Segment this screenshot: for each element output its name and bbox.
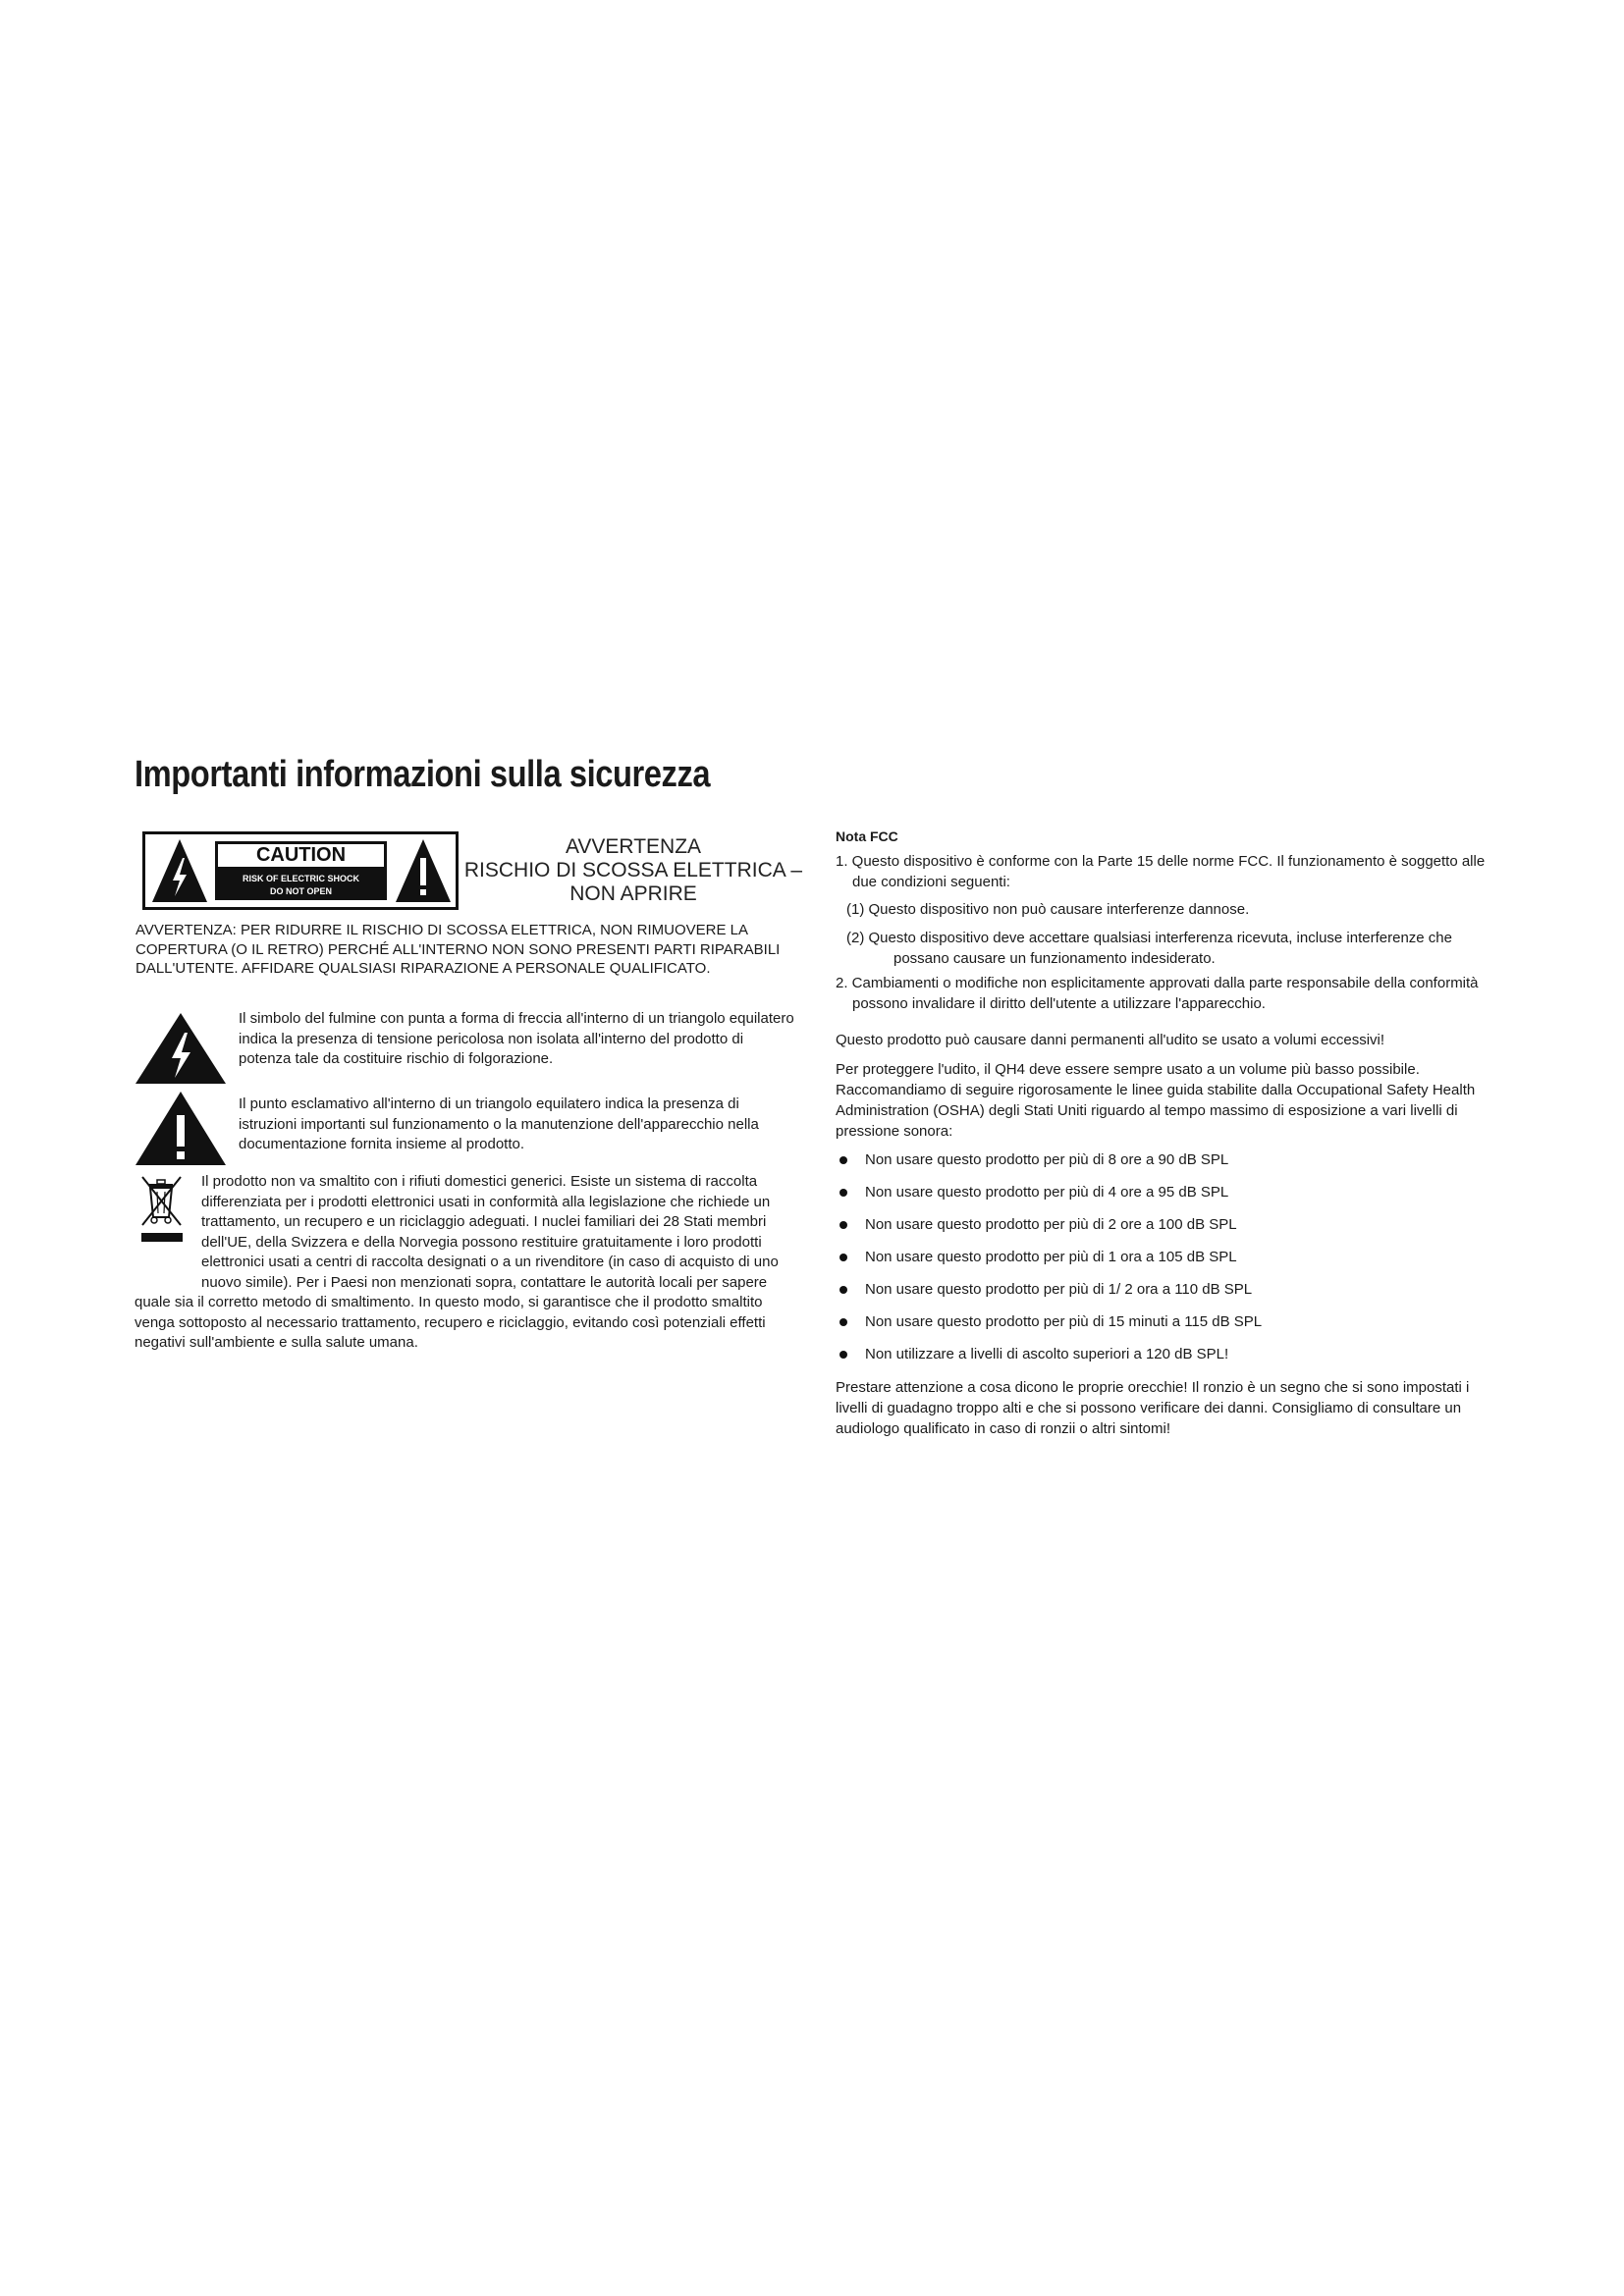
lightning-triangle-icon [135,1011,228,1086]
caution-plate [215,841,387,900]
fcc-subitem-1: (1) Questo dispositivo non può causare interferenze dannose. [846,901,1250,918]
caution-line-2: DO NOT OPEN [269,886,332,896]
warning-heading-line-1: AVVERTENZA [565,835,702,858]
hearing-warning: Questo prodotto può causare danni permanenti all'udito se usato a volumi eccessivi! [836,1032,1385,1048]
exposure-limits-list [836,1149,1484,1376]
exclamation-symbol-text: Il punto esclamativo all'interno di un triangolo equilatero indica la presenza di istruzioni importanti sul funzionamento o la manutenzione dell'apparecchio nella documentazione fornita insieme al prodotto. [239,1095,759,1152]
warning-caps-text: AVVERTENZA: PER RIDURRE IL RISCHIO DI SCOSSA ELETTRICA, NON RIMUOVERE LA COPERTURA (O IL RETRO) PERCHÉ ALL'INTERNO NON SONO PRESENTI PARTI RIPARABILI DALL'UTENTE. AFFIDARE QUALSIASI RIPARAZIONE A PERSONALE QUALIFICATO. [135,922,781,977]
fcc-subitem-2: (2) Questo dispositivo deve accettare qualsiasi interferenza ricevuta, incluse interferenze che possano causare un funzionamento indesiderato. [846,930,1452,967]
exclamation-triangle-icon [135,1090,228,1167]
exclamation-warning-icon [393,836,454,905]
lightning-symbol-text: Il simbolo del fulmine con punta a forma di freccia all'interno di un triangolo equilatero indica la presenza di tensione pericolosa non isolata all'interno del prodotto di potenza tale da costituire rischio di folgorazione. [239,1010,794,1067]
page-title: Importanti informazioni sulla sicurezza [135,754,711,795]
weee-icon-spacer [135,1172,201,1276]
hearing-intro: Per proteggere l'udito, il QH4 deve essere sempre usato a un volume più basso possibile. Raccomandiamo di seguire rigorosamente le linee guida stabilite dalla Occupational Safety Health Administration (OSHA) degli Stati Uniti riguardo al tempo massimo di esposizione a vari livelli di pressione sonora: [836,1061,1476,1140]
list-item: Non usare questo prodotto per più di 8 ore a 90 dB SPL [836,1149,1484,1182]
list-item: Non usare questo prodotto per più di 2 ore a 100 dB SPL [836,1214,1484,1247]
list-item: Non usare questo prodotto per più di 1 ora a 105 dB SPL [836,1247,1484,1279]
hearing-closing: Prestare attenzione a cosa dicono le proprie orecchie! Il ronzio è un segno che si sono impostati i livelli di guadagno troppo alti e che si possono verificare dei danni. Consigliamo di consultare un audiologo qualificato in caso di ronzii o altri sintomi! [836,1379,1470,1437]
list-item: Non usare questo prodotto per più di 4 ore a 95 dB SPL [836,1182,1484,1214]
warning-heading [461,835,805,906]
list-item: Non utilizzare a livelli di ascolto superiori a 120 dB SPL! [836,1344,1484,1376]
fcc-item-2: 2. Cambiamenti o modifiche non esplicitamente approvati dalla parte responsabile della conformità possono invalidare il diritto dell'utente a utilizzare l'apparecchio. [836,975,1479,1012]
weee-symbol-text: Il prodotto non va smaltito con i rifiuti domestici generici. Esiste un sistema di raccolta differenziata per i prodotti elettronici usati in conformità alla legislazione che richiede un trattamento, un recupero e un riciclaggio adeguati. I nuclei familiari dei 28 Stati membri dell'UE, della Svizzera e della Norvegia possono restituire gratuitamente i loro prodotti elettronici usati a centri di raccolta designati o a un rivenditore (in caso di acquisto di uno nuovo simile). Per i Paesi non menzionati sopra, contattare le autorità locali per sapere quale sia il corretto metodo di smaltimento. In questo modo, si garantisce che il prodotto smaltito venga sottoposto al necessario trattamento, recupero e riciclaggio, evitando così potenziali effetti negativi sull'ambiente e sulla salute umana. [135,1173,779,1351]
list-item: Non usare questo prodotto per più di 15 minuti a 115 dB SPL [836,1311,1484,1344]
caution-subtitle [215,870,387,900]
list-item: Non usare questo prodotto per più di 1/ 2 ora a 110 dB SPL [836,1279,1484,1311]
caution-title: CAUTION [215,841,387,870]
warning-heading-line-3: NON APRIRE [569,882,697,905]
lightning-warning-icon [149,836,210,905]
fcc-item-1: 1. Questo dispositivo è conforme con la Parte 15 delle norme FCC. Il funzionamento è soggetto alle due condizioni seguenti: [836,853,1486,890]
caution-line-1: RISK OF ELECTRIC SHOCK [242,874,359,883]
warning-heading-line-2: RISCHIO DI SCOSSA ELETTRICA – [463,859,803,881]
fcc-title: Nota FCC [836,828,898,844]
